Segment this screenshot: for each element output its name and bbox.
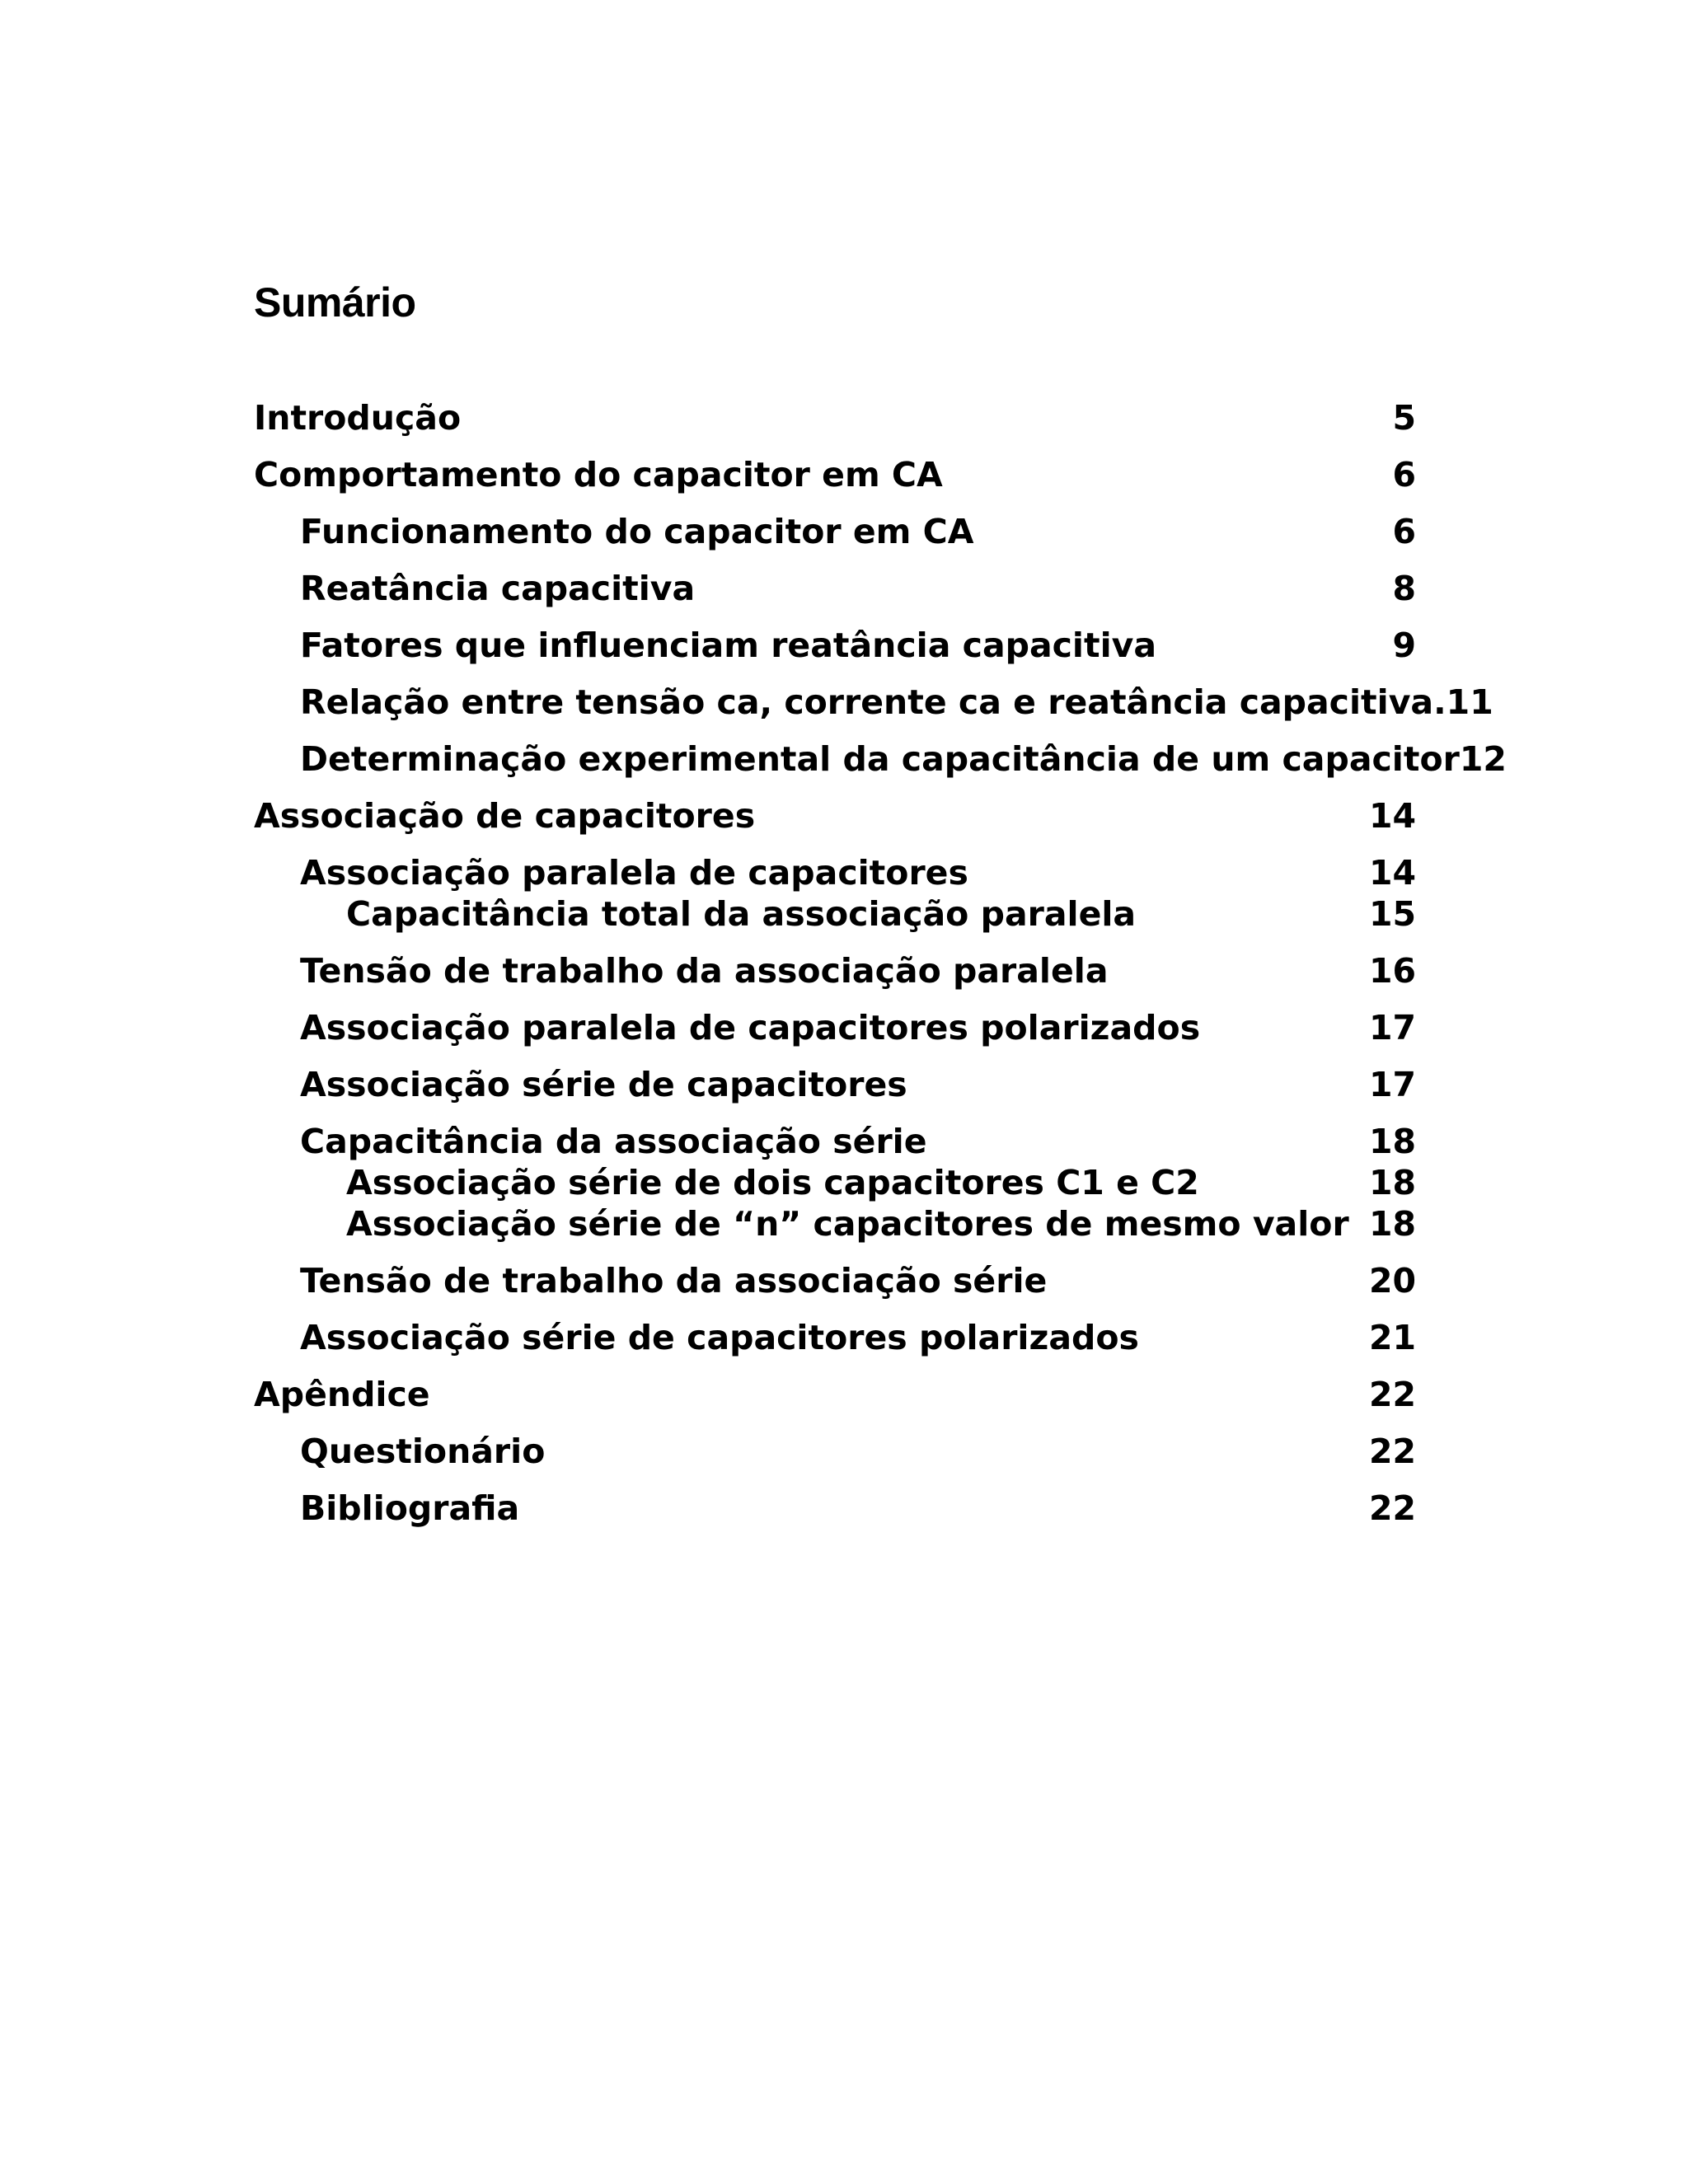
toc-entry-page: 8 bbox=[1392, 569, 1416, 608]
toc-entry-page: 9 bbox=[1392, 626, 1416, 665]
toc-entry-serie-dois bbox=[254, 1162, 1416, 1203]
toc-entry-fatores bbox=[254, 625, 1416, 666]
toc-entry-label: Comportamento do capacitor em CA bbox=[254, 455, 943, 494]
toc-entry-label: Associação série de capacitores polarizados bbox=[300, 1318, 1139, 1357]
toc-entry-page: 14 bbox=[1368, 796, 1416, 836]
toc-entry-associacao-paralela bbox=[254, 852, 1416, 893]
toc-entry-bibliografia bbox=[254, 1488, 1416, 1529]
toc-entry-label: Capacitância da associação série bbox=[300, 1122, 927, 1161]
toc-entry-page: 6 bbox=[1392, 512, 1416, 551]
toc-entry-associacao-capacitores bbox=[254, 795, 1416, 837]
toc-entry-page: 18 bbox=[1368, 1204, 1416, 1244]
toc-entry-label: Reatância capacitiva bbox=[300, 569, 696, 608]
toc-entry-page: 21 bbox=[1368, 1318, 1416, 1357]
toc-entry-label: Associação paralela de capacitores bbox=[300, 853, 968, 893]
toc-entry-page: 5 bbox=[1392, 398, 1416, 438]
toc-entry-relacao bbox=[254, 682, 1493, 723]
toc-entry-apendice bbox=[254, 1374, 1416, 1415]
toc-entry-label: Questionário bbox=[300, 1432, 546, 1471]
toc-entry-label: Introdução bbox=[254, 398, 462, 438]
toc-entry-capacitancia-total bbox=[254, 893, 1416, 935]
toc-entry-reatancia bbox=[254, 568, 1416, 609]
toc-entry-label: Determinação experimental da capacitância de um capacitor bbox=[300, 739, 1460, 779]
toc-entry-page: 22 bbox=[1368, 1432, 1416, 1471]
toc-entry-label: Associação paralela de capacitores polarizados bbox=[300, 1008, 1201, 1047]
toc-entry-serie-polarizados bbox=[254, 1317, 1416, 1358]
toc-entry-funcionamento bbox=[254, 511, 1416, 552]
toc-entry-serie-n bbox=[254, 1203, 1416, 1244]
toc-entry-page: 22 bbox=[1368, 1375, 1416, 1414]
toc-entry-label: Capacitância total da associação paralela bbox=[346, 894, 1137, 934]
toc-entry-label: Relação entre tensão ca, corrente ca e reatância capacitiva. bbox=[300, 682, 1447, 722]
toc-entry-page: 20 bbox=[1368, 1261, 1416, 1301]
toc-entry-page: 16 bbox=[1368, 951, 1416, 991]
toc-entry-page: 11 bbox=[1446, 682, 1493, 722]
toc-entry-page: 17 bbox=[1368, 1008, 1416, 1047]
toc-entry-paralela-polarizados bbox=[254, 1007, 1416, 1048]
toc-entry-label: Associação série de dois capacitores C1 e C2 bbox=[346, 1163, 1199, 1202]
toc-entry-page: 18 bbox=[1368, 1122, 1416, 1161]
page-title: Sumário bbox=[254, 279, 416, 326]
toc-entry-page: 14 bbox=[1368, 853, 1416, 893]
toc-entry-determinacao bbox=[254, 738, 1507, 780]
toc-entry-page: 17 bbox=[1368, 1065, 1416, 1104]
toc-entry-page: 18 bbox=[1368, 1163, 1416, 1202]
toc-entry-capacitancia-serie bbox=[254, 1121, 1416, 1162]
toc-entry-label: Funcionamento do capacitor em CA bbox=[300, 512, 974, 551]
toc-entry-comportamento bbox=[254, 454, 1416, 495]
toc-entry-tensao-paralela bbox=[254, 950, 1416, 991]
toc-entry-label: Associação de capacitores bbox=[254, 796, 756, 836]
toc-entry-page: 15 bbox=[1368, 894, 1416, 934]
table-of-contents bbox=[254, 397, 1507, 1529]
toc-entry-associacao-serie bbox=[254, 1064, 1416, 1105]
toc-entry-label: Fatores que influenciam reatância capacitiva bbox=[300, 626, 1157, 665]
toc-entry-tensao-serie bbox=[254, 1260, 1416, 1301]
toc-entry-label: Bibliografia bbox=[300, 1488, 520, 1528]
toc-entry-label: Associação série de capacitores bbox=[300, 1065, 907, 1104]
toc-entry-page: 12 bbox=[1459, 739, 1507, 779]
toc-entry-introducao bbox=[254, 397, 1416, 438]
toc-entry-label: Apêndice bbox=[254, 1375, 430, 1414]
toc-entry-page: 6 bbox=[1392, 455, 1416, 494]
toc-entry-label: Associação série de “n” capacitores de mesmo valor bbox=[346, 1204, 1349, 1244]
toc-entry-label: Tensão de trabalho da associação paralela bbox=[300, 951, 1109, 991]
toc-entry-questionario bbox=[254, 1431, 1416, 1472]
toc-entry-page: 22 bbox=[1368, 1488, 1416, 1528]
toc-entry-label: Tensão de trabalho da associação série bbox=[300, 1261, 1048, 1301]
